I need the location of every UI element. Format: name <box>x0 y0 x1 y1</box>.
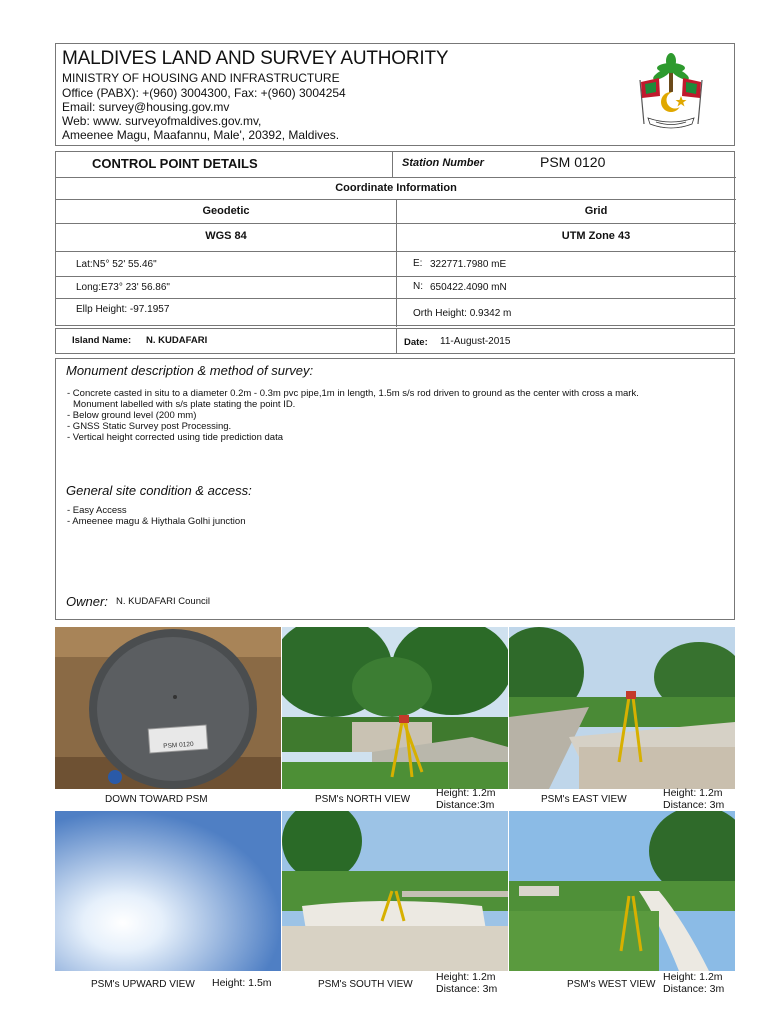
south-height: Height: 1.2m <box>436 971 496 983</box>
owner-value: N. KUDAFARI Council <box>116 596 210 607</box>
date-value: 11-August-2015 <box>440 336 511 347</box>
monument-line: - Vertical height corrected using tide prediction data <box>67 432 283 443</box>
east-view-photo <box>509 627 735 789</box>
monument-line: - Below ground level (200 mm) <box>67 410 197 421</box>
plate-text: PSM 0120 <box>163 740 194 751</box>
grid-label: Grid <box>584 205 608 217</box>
geodetic-label: Geodetic <box>202 205 250 217</box>
south-distance: Distance: 3m <box>436 983 498 995</box>
north-distance: Distance:3m <box>436 799 495 811</box>
orthometric-height: Orth Height: 0.9342 m <box>413 308 512 319</box>
northing-label: N: <box>413 281 423 292</box>
station-number-value: PSM 0120 <box>540 154 606 170</box>
owner-label: Owner: <box>66 594 108 609</box>
longitude-value: Long:E73° 23' 56.86" <box>76 282 170 293</box>
island-name-value: N. KUDAFARI <box>146 335 208 346</box>
island-date-row <box>55 328 735 354</box>
site-line: - Easy Access <box>67 505 127 516</box>
date-label: Date: <box>404 337 428 348</box>
south-caption: PSM's SOUTH VIEW <box>318 979 413 990</box>
coordinate-info-heading: Coordinate Information <box>335 182 457 194</box>
upward-view-photo <box>55 811 281 971</box>
down-toward-psm-photo <box>55 627 281 789</box>
control-point-heading: CONTROL POINT DETAILS <box>92 156 258 171</box>
station-number-label: Station Number <box>402 157 484 169</box>
control-point-table <box>55 151 735 326</box>
east-distance: Distance: 3m <box>663 799 725 811</box>
site-line: - Ameenee magu & Hiythala Golhi junction <box>67 516 246 527</box>
upward-caption: PSM's UPWARD VIEW <box>91 979 195 990</box>
west-height: Height: 1.2m <box>663 971 723 983</box>
monument-line: - Concrete casted in situ to a diameter 0.2m - 0.3m pvc pipe,1m in length, 1.5m s/s rod driven to ground as the center with cross a mark. <box>67 388 639 399</box>
authority-title: MALDIVES LAND AND SURVEY AUTHORITY <box>62 48 449 69</box>
west-distance: Distance: 3m <box>663 983 725 995</box>
south-view-photo <box>282 811 508 971</box>
header-block <box>55 43 735 146</box>
north-view-photo <box>282 627 508 789</box>
monument-line: - GNSS Static Survey post Processing. <box>67 421 232 432</box>
ellipsoid-height: Ellp Height: -97.1957 <box>76 304 170 315</box>
west-view-photo <box>509 811 735 971</box>
office-phone: Office (PABX): +(960) 3004300, Fax: +(960) 3004254 <box>62 86 346 100</box>
ministry-name: MINISTRY OF HOUSING AND INFRASTRUCTURE <box>62 71 340 85</box>
northing-value: 650422.4090 mN <box>430 282 507 293</box>
site-heading: General site condition & access: <box>66 483 252 498</box>
latitude-value: Lat:N5° 52' 55.46" <box>76 259 157 270</box>
easting-value: 322771.7980 mE <box>430 259 507 270</box>
zone-label: UTM Zone 43 <box>561 230 631 242</box>
photo-grid <box>55 627 735 997</box>
west-caption: PSM's WEST VIEW <box>567 979 656 990</box>
address-line: Ameenee Magu, Maafannu, Male', 20392, Maldives. <box>62 128 340 142</box>
email-line: Email: survey@housing.gov.mv <box>62 100 230 114</box>
east-height: Height: 1.2m <box>663 787 723 799</box>
web-line: Web: www. surveyofmaldives.gov.mv, <box>62 114 262 128</box>
description-block <box>55 358 735 620</box>
island-name-label: Island Name: <box>72 335 132 346</box>
east-caption: PSM's EAST VIEW <box>541 794 627 805</box>
datum-label: WGS 84 <box>205 230 247 242</box>
north-height: Height: 1.2m <box>436 787 496 799</box>
monument-line: Monument labelled with s/s plate stating the point ID. <box>73 399 296 410</box>
down-caption: DOWN TOWARD PSM <box>105 794 208 805</box>
north-caption: PSM's NORTH VIEW <box>315 794 411 805</box>
upward-height: Height: 1.5m <box>212 977 272 989</box>
maldives-emblem-icon <box>626 52 716 134</box>
monument-heading: Monument description & method of survey: <box>66 363 314 378</box>
easting-label: E: <box>413 258 423 269</box>
